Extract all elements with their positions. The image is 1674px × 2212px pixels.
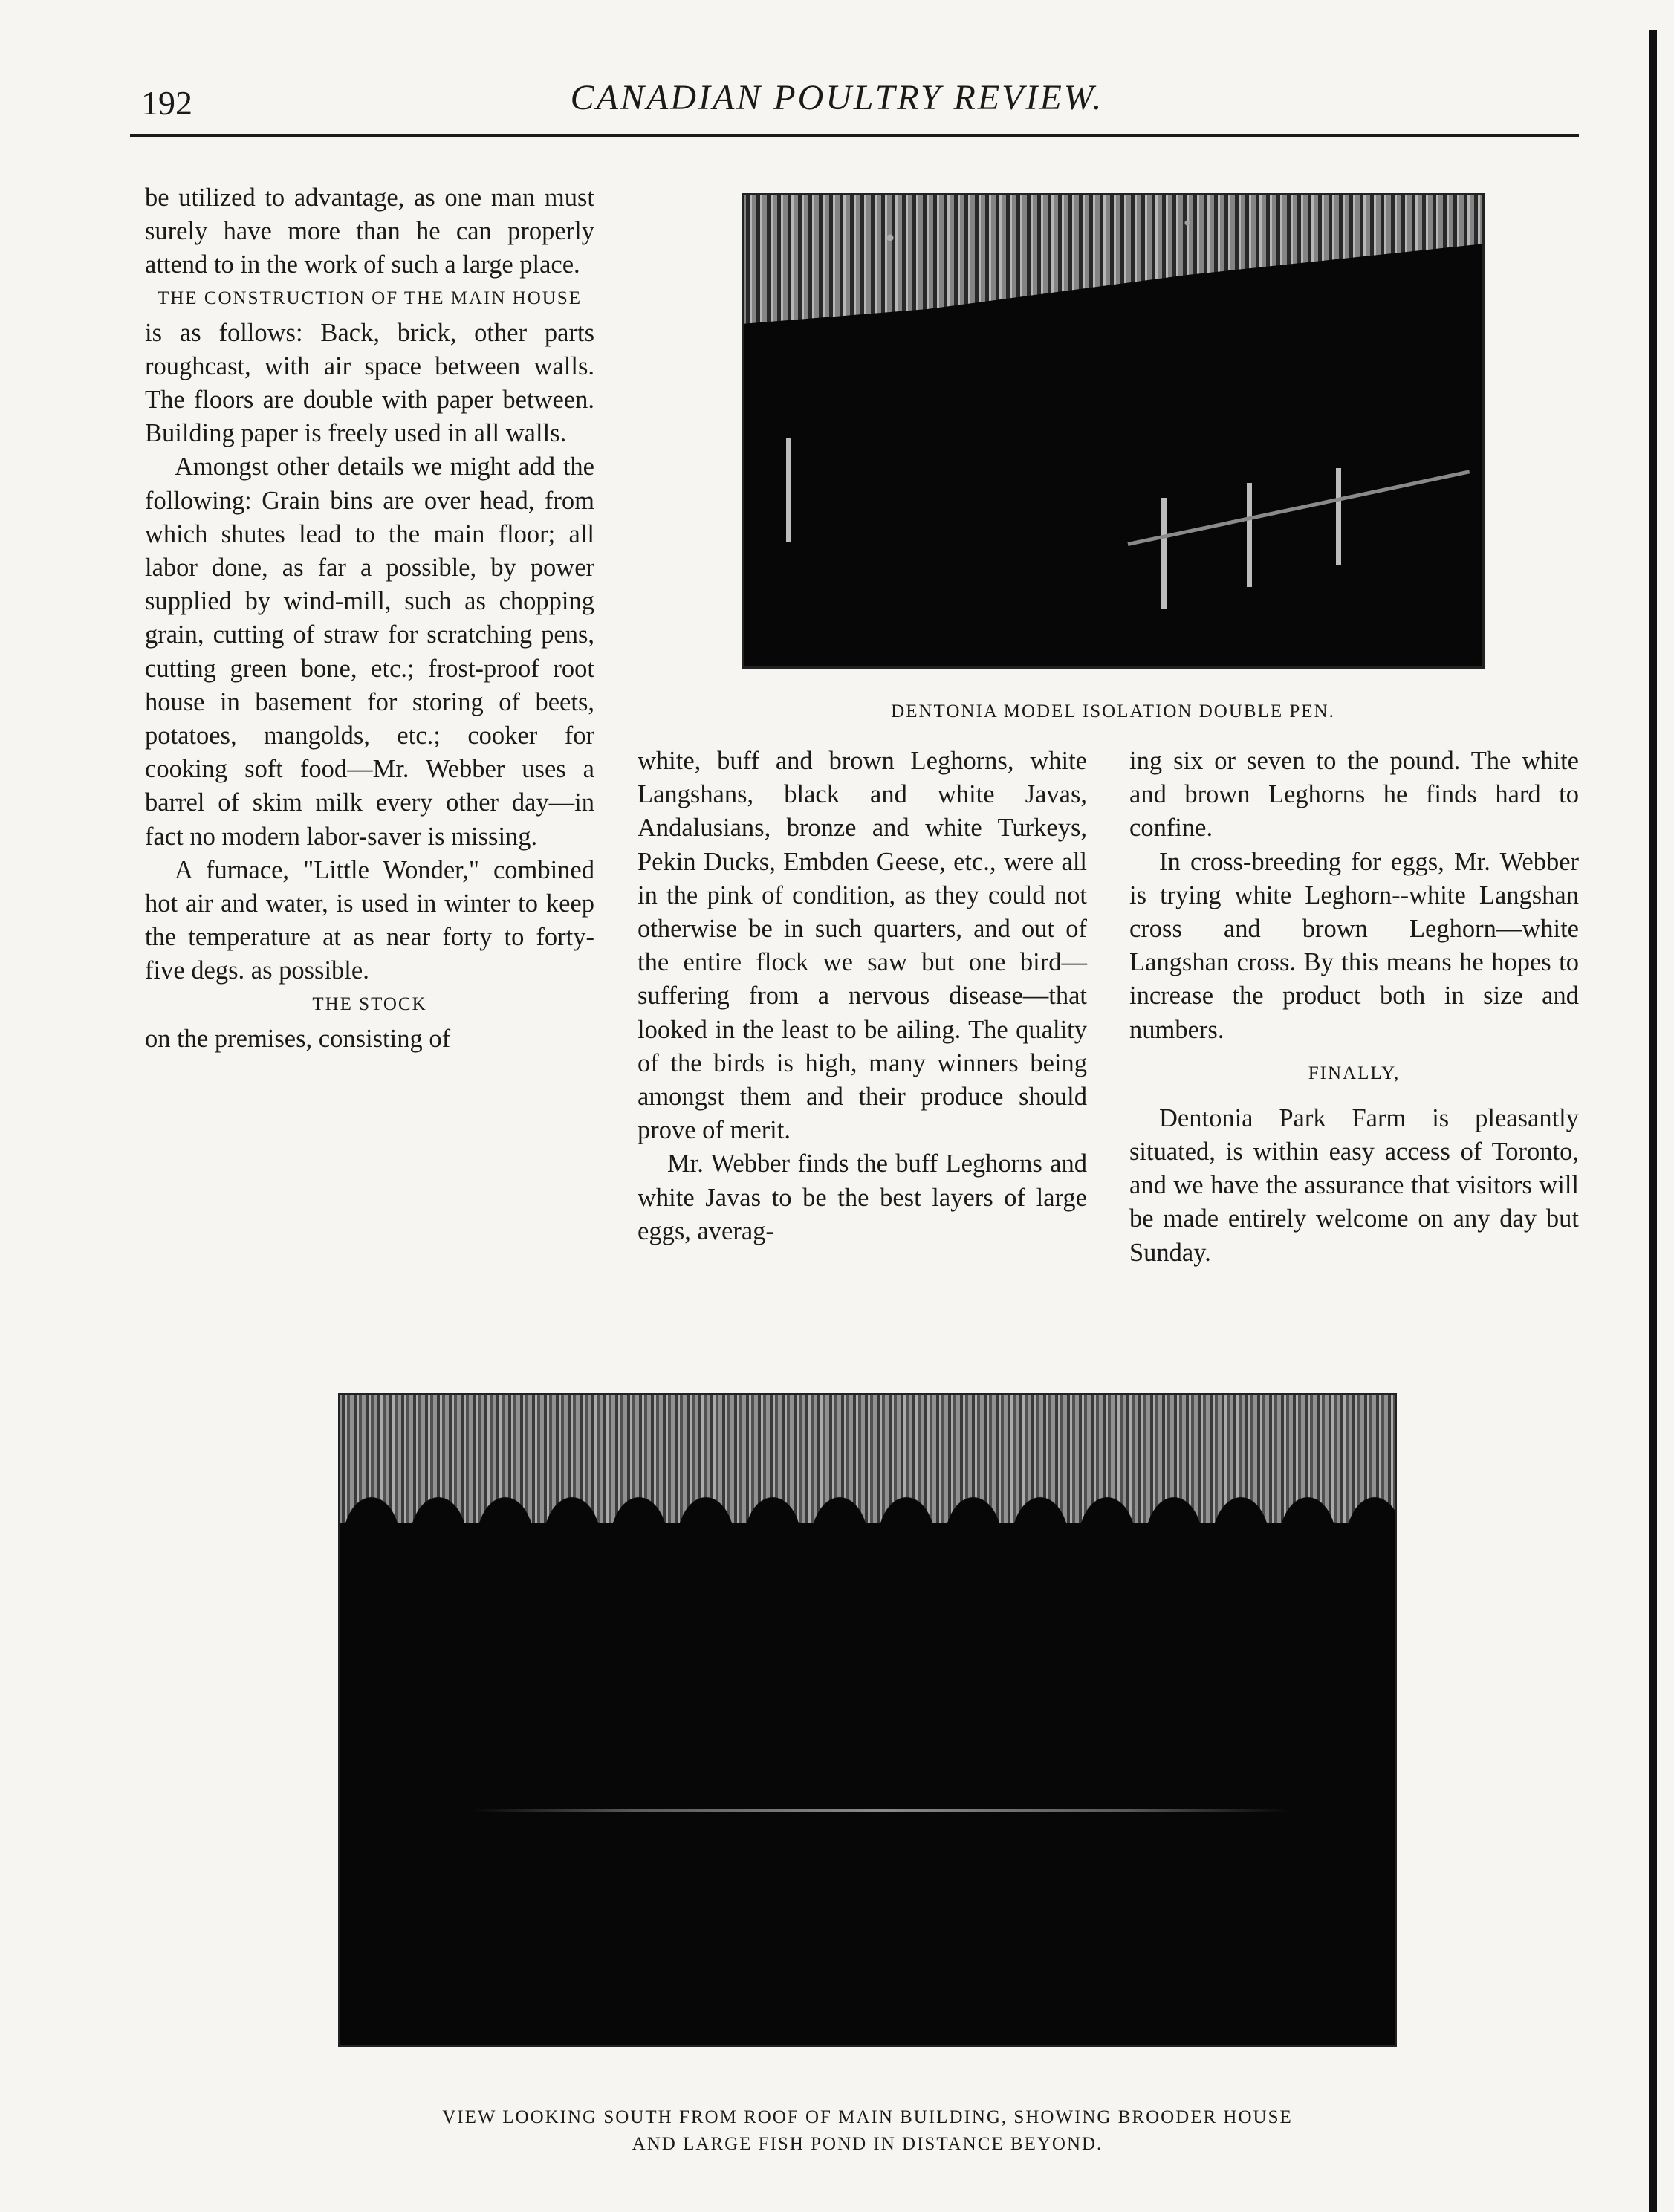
section-heading-stock: THE STOCK [312,993,427,1014]
page-edge-shadow [1649,30,1657,2212]
paragraph: be utilized to advantage, as one man must surely have more than he can properly attend to in the work of such a large place. [145,184,594,279]
paragraph: Dentonia Park Farm is pleasantly situated, is within easy access of Toronto, and we have the assurance that visitors will be made entirely welcome on any day but Sunday. [1129,1103,1579,1267]
paragraph: In cross-breeding for eggs, Mr. Webber is trying white Leghorn--white Langshan cross and brown Leghorn—white Langshan cross. By this means he hopes to increase the product both in size and numbers. [1129,847,1579,1044]
paragraph: is as follows: Back, brick, other parts roughcast, with air space between walls. The floors are double with paper between. Building paper is freely used in all walls. [145,318,594,448]
photo-isolation-pen [742,193,1485,669]
header-rule [130,134,1579,137]
paragraph: white, buff and brown Leghorns, white Langshans, black and white Javas, Andalusians, bronze and white Turkeys, Pekin Ducks, Embden Geese, etc., were all in the pink of condition, as they could not otherwise be in such quarters, and out of the entire flock we saw but one bird—suffering from a nervous disease—that looked in the least to be ailing. The quality of the birds is high, many winners being amongst them and their produce should prove of merit. [638,747,1087,1145]
text-column-middle [638,745,1087,1248]
page-number: 192 [141,84,192,122]
caption-isolation-pen: DENTONIA MODEL ISOLATION DOUBLE PEN. [891,701,1335,721]
text-column-left [145,181,594,1056]
paragraph: on the premises, consisting of [145,1024,451,1053]
paragraph: Mr. Webber finds the buff Leghorns and white Javas to be the best layers of large eggs, averag- [638,1149,1087,1245]
caption-view-south [338,2104,1397,2158]
section-heading-construction: THE CONSTRUCTION OF THE MAIN HOUSE [157,288,582,308]
caption-line: VIEW LOOKING SOUTH FROM ROOF OF MAIN BUILDING, SHOWING BROODER HOUSE [442,2107,1293,2127]
text-column-right [1129,745,1579,1270]
section-heading-finally: FINALLY, [1308,1063,1401,1083]
photo-view-south [338,1393,1397,2047]
caption-line: AND LARGE FISH POND IN DISTANCE BEYOND. [632,2134,1103,2154]
paragraph: ing six or seven to the pound. The white and brown Leghorns he finds hard to confine. [1129,747,1579,843]
paragraph: A furnace, "Little Wonder," combined hot air and water, is used in winter to keep the temperature at as near forty to forty-five degs. as possible. [145,855,594,985]
paragraph: Amongst other details we might add the following: Grain bins are over head, from which shutes lead to the main floor; all labor done, as far a possible, by power supplied by wind-mill, such as chopping grain, cutting of straw for scratching pens, cutting green bone, etc.; frost-proof root house in basement for storing of beets, potatoes, mangolds, etc.; cooker for cooking soft food—Mr. Webber uses a barrel of skim milk every other day—in fact no modern labor-saver is missing. [145,453,594,851]
running-title: CANADIAN POULTRY REVIEW. [570,78,1104,117]
